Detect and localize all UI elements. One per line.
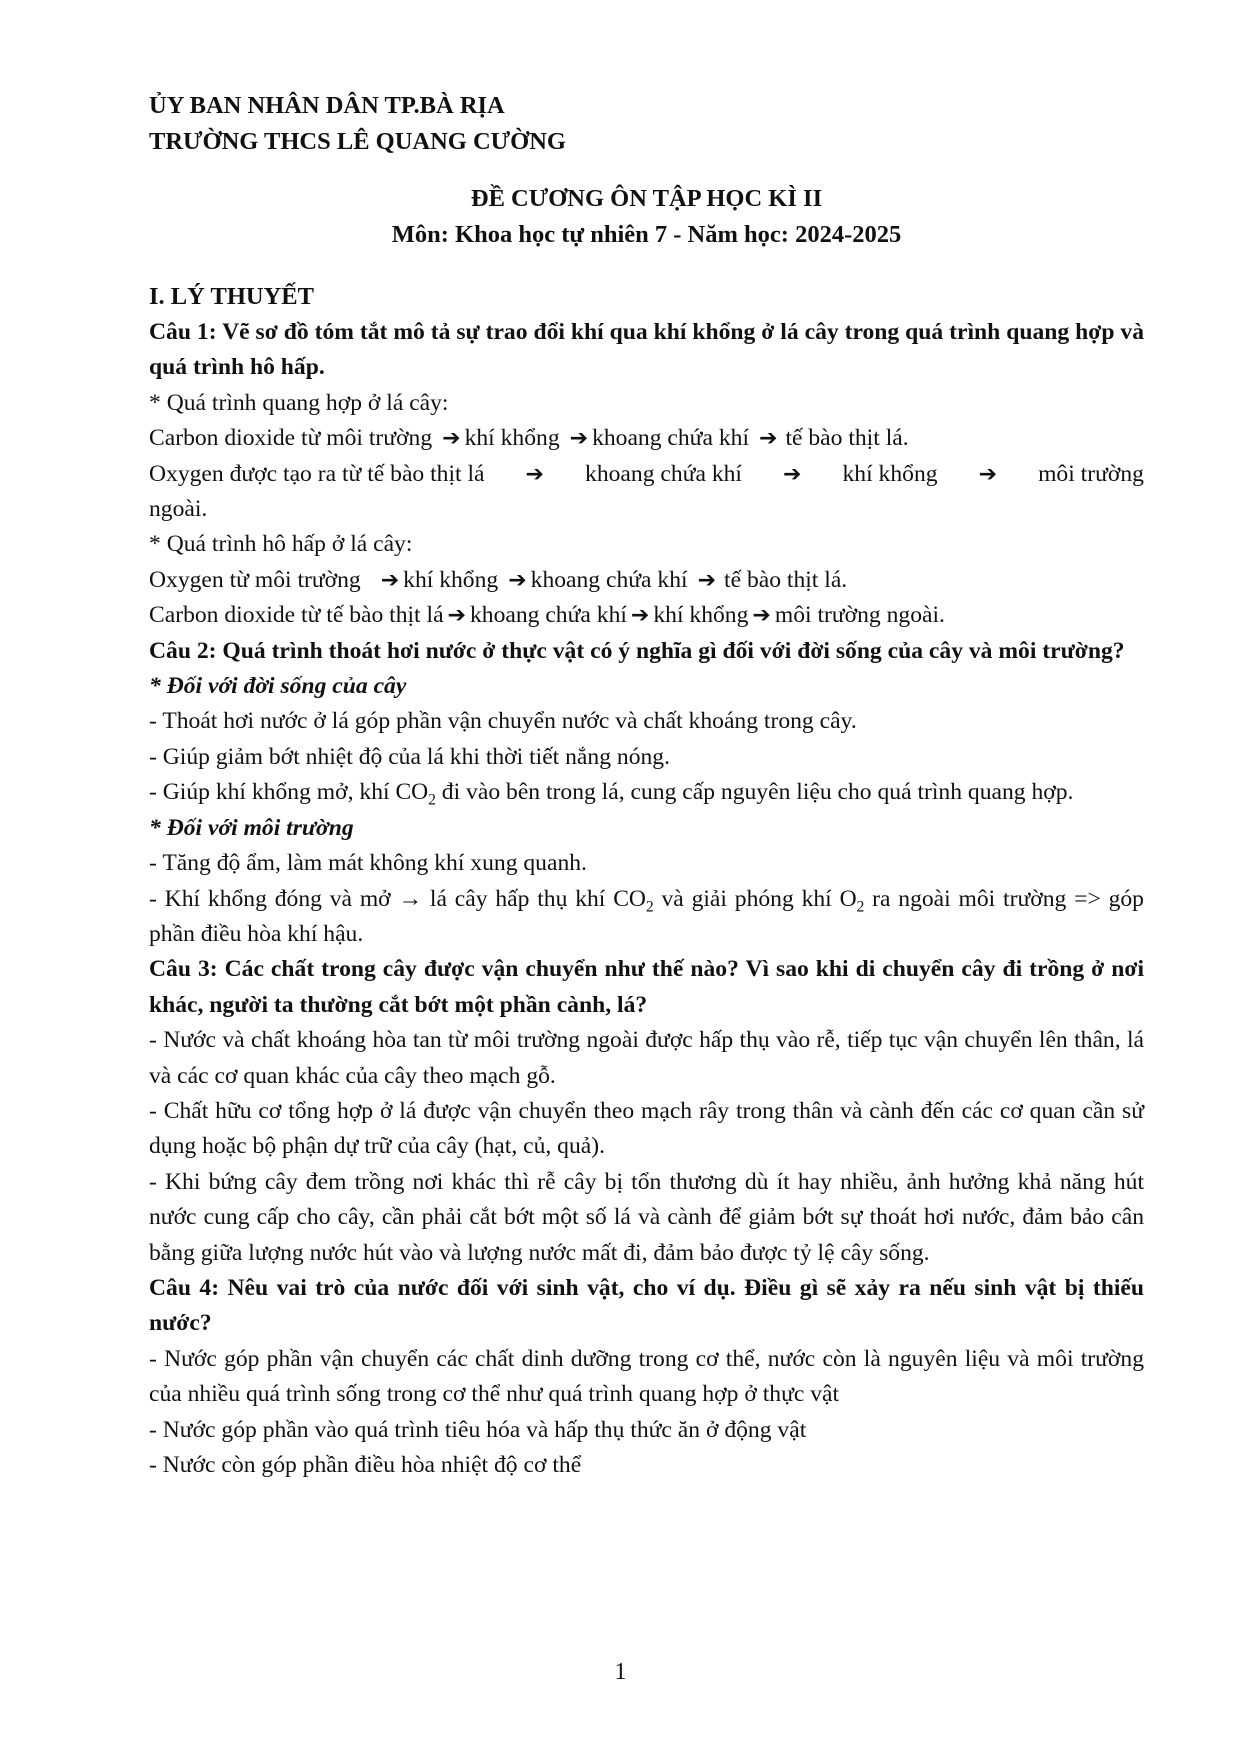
right-arrow-icon: ➔: [380, 567, 400, 593]
right-arrow-icon: ➔: [569, 426, 589, 452]
right-arrow-icon: ➔: [759, 426, 778, 452]
page-number: 1: [614, 1659, 627, 1685]
q4-bullet-2: - Nước góp phần vào quá trình tiêu hóa và hấp thụ thức ăn ở động vật: [149, 1416, 807, 1443]
q1-photosynthesis-line-2: Oxygen được tạo ra từ tế bào thịt lá ➔ khoang chứa khí ➔ khí khổng ➔ môi trường: [149, 457, 1144, 492]
question-4-title: Câu 4: Nêu vai trò của nước đối với sinh vật, cho ví dụ. Điều gì sẽ xảy ra nếu sinh vật bị thiếu nước?: [149, 1274, 1144, 1337]
section-heading: I. LÝ THUYẾT: [149, 283, 314, 310]
question-2-title: Câu 2: Quá trình thoát hơi nước ở thực vật có ý nghĩa gì đối với đời sống của cây và môi trường?: [149, 637, 1125, 664]
right-arrow-icon: ➔: [442, 426, 461, 452]
right-arrow-icon: ➔: [752, 603, 771, 629]
q1-respiration-heading: * Quá trình hô hấp ở lá cây:: [149, 531, 413, 558]
q2-bullet-2: - Giúp giảm bớt nhiệt độ của lá khi thời tiết nắng nóng.: [149, 743, 670, 770]
school-name: TRƯỜNG THCS LÊ QUANG CƯỜNG: [149, 128, 566, 155]
right-arrow-icon: ➔: [447, 603, 466, 629]
right-arrow-icon: ➔: [978, 461, 998, 487]
question-1-title: Câu 1: Vẽ sơ đồ tóm tắt mô tả sự trao đổi khí qua khí khổng ở lá cây trong quá trình quang hợp và quá trình hô hấp.: [149, 319, 1144, 381]
doc-subtitle: Môn: Khoa học tự nhiên 7 - Năm học: 2024-2025: [391, 221, 902, 248]
q1-photosynthesis-heading: * Quá trình quang hợp ở lá cây:: [149, 389, 449, 416]
right-arrow-icon: ➔: [508, 567, 527, 593]
q3-bullet-3: - Khi bứng cây đem trồng nơi khác thì rễ cây bị tổn thương dù ít hay nhiều, ảnh hưởng khả năng hút nước cung cấp cho cây, cần phải cắt bớt một số lá và cành để giảm bớt sự thoát hơi nước, đảm bảo cân bằng giữa lượng nước hút vào và lượng nước mất đi, đảm bảo được tỷ lệ cây sống.: [149, 1168, 1144, 1266]
q2-subheading-plant: * Đối với đời sống của cây: [149, 673, 407, 700]
right-arrow-icon: ➔: [630, 603, 650, 629]
q3-bullet-2: - Chất hữu cơ tổng hợp ở lá được vận chuyển theo mạch rây trong thân và cành đến các cơ quan cần sử dụng hoặc bộ phận dự trữ của cây (hạt, củ, quả).: [149, 1097, 1144, 1160]
q1-photosynthesis-line-1: Carbon dioxide từ môi trường ➔ khí khổng ➔ khoang chứa khí ➔ tế bào thịt lá.: [149, 421, 1144, 456]
document-body: [149, 88, 1144, 1483]
q4-bullet-3: - Nước còn góp phần điều hòa nhiệt độ cơ thể: [149, 1452, 582, 1478]
q1-photosynthesis-line-2-cont: ngoài.: [149, 496, 208, 523]
right-arrow-icon: ➔: [697, 567, 717, 593]
doc-title: ĐỀ CƯƠNG ÔN TẬP HỌC KÌ II: [470, 185, 823, 212]
q2-bullet-3: - Giúp khí khổng mở, khí $CO_2$ đi vào bên trong lá, cung cấp nguyên liệu cho quá trình quang hợp.: [149, 779, 1074, 809]
right-arrow-icon: ➔: [525, 461, 544, 487]
q4-bullet-1: - Nước góp phần vận chuyển các chất dinh dưỡng trong cơ thể, nước còn là nguyên liệu và môi trường của nhiều quá trình sống trong cơ thể như quá trình quang hợp ở thực vật: [149, 1345, 1144, 1408]
q2-bullet-4: - Tăng độ ẩm, làm mát không khí xung quanh.: [149, 850, 587, 877]
question-3-title: Câu 3: Các chất trong cây được vận chuyển như thế nào? Vì sao khi di chuyển cây đi trồng ở nơi khác, người ta thường cắt bớt một phần cành, lá?: [149, 956, 1144, 1018]
q2-subheading-environment: * Đối với môi trường: [149, 814, 354, 841]
q2-bullet-1: - Thoát hơi nước ở lá góp phần vận chuyển nước và chất khoáng trong cây.: [149, 708, 857, 735]
q2-bullet-5: - Khí khổng đóng và mở → lá cây hấp thụ khí $CO_2$ và giải phóng khí $O_2$ ra ngoài môi trường => góp phần điều hòa khí hậu.: [149, 885, 1144, 947]
right-arrow-icon: ➔: [783, 461, 802, 487]
org-name: ỦY BAN NHÂN DÂN TP.BÀ RỊA: [149, 92, 505, 119]
q1-respiration-line-1: Oxygen từ môi trường ➔ khí khổng ➔ khoang chứa khí ➔ tế bào thịt lá.: [149, 563, 1144, 598]
q1-respiration-line-2: Carbon dioxide từ tế bào thịt lá ➔ khoang chứa khí ➔ khí khổng ➔ môi trường ngoài.: [149, 598, 1144, 633]
q3-bullet-1: - Nước và chất khoáng hòa tan từ môi trường ngoài được hấp thụ vào rễ, tiếp tục vận chuyển lên thân, lá và các cơ quan khác của cây theo mạch gỗ.: [149, 1027, 1144, 1089]
